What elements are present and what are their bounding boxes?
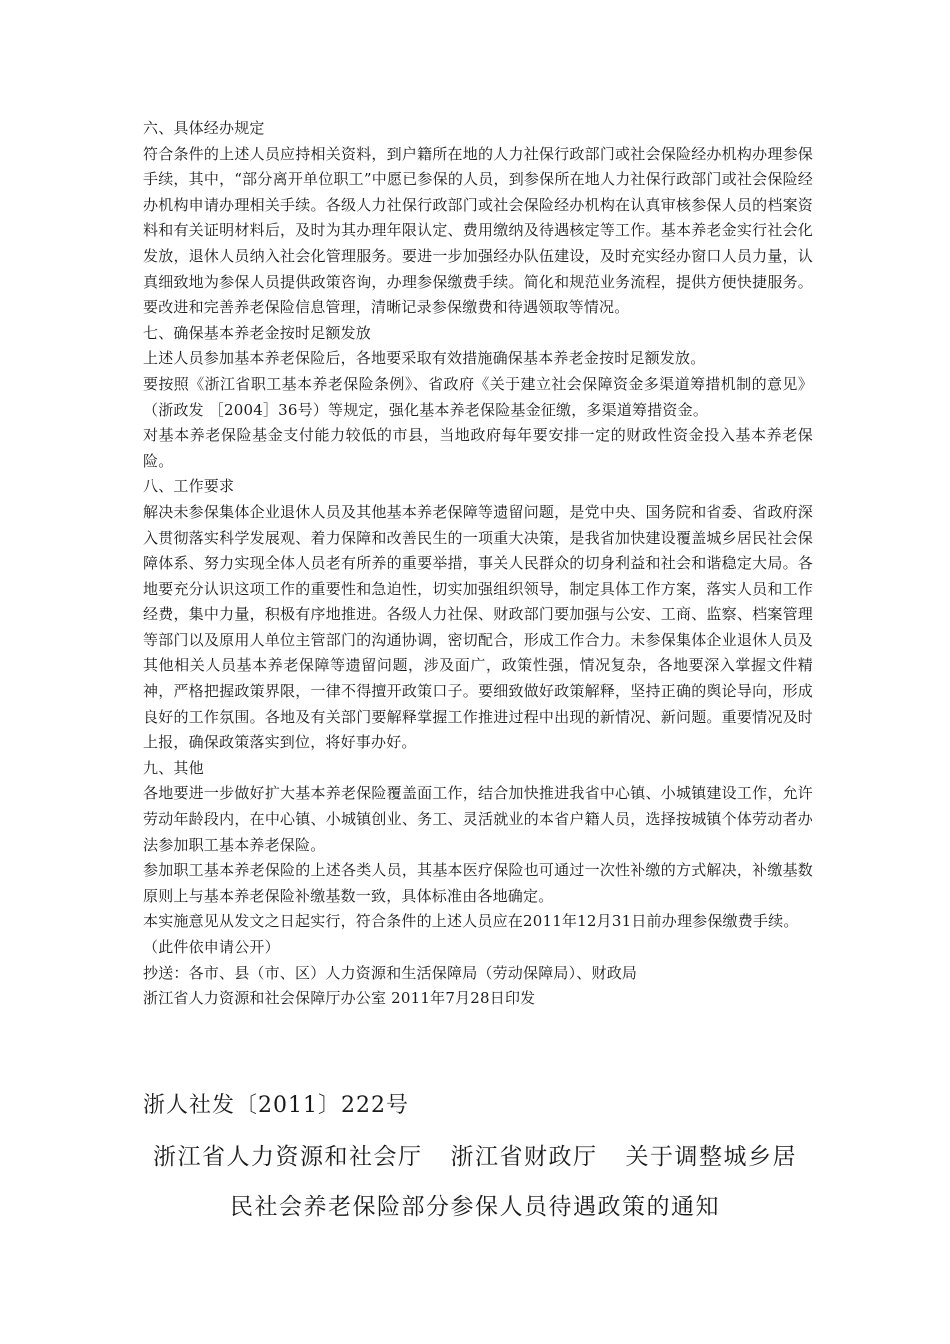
disclosure-note: （此件依申请公开）	[143, 938, 280, 956]
document-body	[143, 116, 813, 1012]
paragraph: 本实施意见从发文之日起实行，符合条件的上述人员应在2011年12月31日前办理参保缴费手续。	[143, 912, 799, 931]
section-heading: 八、工作要求	[143, 477, 235, 496]
paragraph: 要按照《浙江省职工基本养老保险条例》、省政府《关于建立社会保障资金多渠道筹措机制的意见》（浙政发 ［2004］36号）等规定，强化基本养老保险基金征缴，多渠道筹措资金。	[143, 374, 813, 419]
paragraph: 参加职工基本养老保险的上述各类人员，其基本医疗保险也可通过一次性补缴的方式解决，补缴基数原则上与基本养老保险补缴基数一致，具体标准由各地确定。	[143, 861, 813, 905]
document-title	[130, 1132, 820, 1232]
document-number: 浙人社发〔2011〕222号	[143, 1093, 409, 1118]
title-subject-start: 关于调整城乡居	[625, 1144, 797, 1170]
title-issuer-1: 浙江省人力资源和社会厅	[153, 1144, 423, 1170]
title-line-2: 民社会养老保险部分参保人员待遇政策的通知	[230, 1194, 720, 1220]
paragraph: 各地要进一步做好扩大基本养老保险覆盖面工作，结合加快推进我省中心镇、小城镇建设工作，允许劳动年龄段内，在中心镇、小城镇创业、务工、灵活就业的本省户籍人员，选择按城镇个体劳动者办法参加职工基本养老保险。	[143, 784, 813, 854]
paragraph: 对基本养老保险基金支付能力较低的市县，当地政府每年要安排一定的财政性资金投入基本养老保险。	[143, 426, 813, 470]
paragraph: 解决未参保集体企业退休人员及其他基本养老保障等遗留问题，是党中央、国务院和省委、省政府深入贯彻落实科学发展观、着力保障和改善民生的一项重大决策，是我省加快建设覆盖城乡居民社会保障体系、努力实现全体人员老有所养的重要举措，事关人民群众的切身利益和社会和谐稳定大局。各地要充分认识这项工作的重要性和急迫性，切实加强组织领导，制定具体工作方案，落实人员和工作经费，集中力量，积极有序地推进。各级人力社保、财政部门要加强与公安、工商、监察、档案管理等部门以及原用人单位主管部门的沟通协调，密切配合，形成工作合力。未参保集体企业退休人员及其他相关人员基本养老保障等遗留问题，涉及面广，政策性强，情况复杂，各地要深入掌握文件精神，严格把握政策界限，一律不得擅开政策口子。要细致做好政策解释，坚持正确的舆论导向，形成良好的工作氛围。各地及有关部门要解释掌握工作推进过程中出现的新情况、新问题。重要情况及时上报，确保政策落实到位，将好事办好。	[143, 502, 813, 752]
title-line-1	[130, 1132, 820, 1182]
section-heading: 七、确保基本养老金按时足额发放	[143, 323, 372, 342]
cc-line: 抄送：各市、县（市、区）人力资源和生活保障局（劳动保障局）、财政局	[143, 963, 638, 982]
issue-line: 浙江省人力资源和社会保障厅办公室 2011年7月28日印发	[143, 989, 536, 1008]
paragraph: 上述人员参加基本养老保险后，各地要采取有效措施确保基本养老金按时足额发放。	[143, 349, 706, 368]
section-heading: 九、其他	[143, 758, 204, 777]
paragraph: 符合条件的上述人员应持相关资料，到户籍所在地的人力社保行政部门或社会保险经办机构办理参保手续，其中，“部分离开单位职工”中愿已参保的人员，到参保所在地人力社保行政部门或社会保险经办机构申请办理相关手续。各级人力社保行政部门或社会保险经办机构在认真审核参保人员的档案资料和有关证明材料后，及时为其办理年限认定、费用缴纳及待遇核定等工作。基本养老金实行社会化发放，退休人员纳入社会化管理服务。要进一步加强经办队伍建设，及时充实经办窗口人员力量，认真细致地为参保人员提供政策咨询，办理参保缴费手续。简化和规范业务流程，提供方便快捷服务。要改进和完善养老保险信息管理，清晰记录参保缴费和待遇领取等情况。	[143, 144, 813, 317]
section-heading: 六、具体经办规定	[143, 119, 265, 137]
title-issuer-2: 浙江省财政厅	[450, 1144, 598, 1170]
